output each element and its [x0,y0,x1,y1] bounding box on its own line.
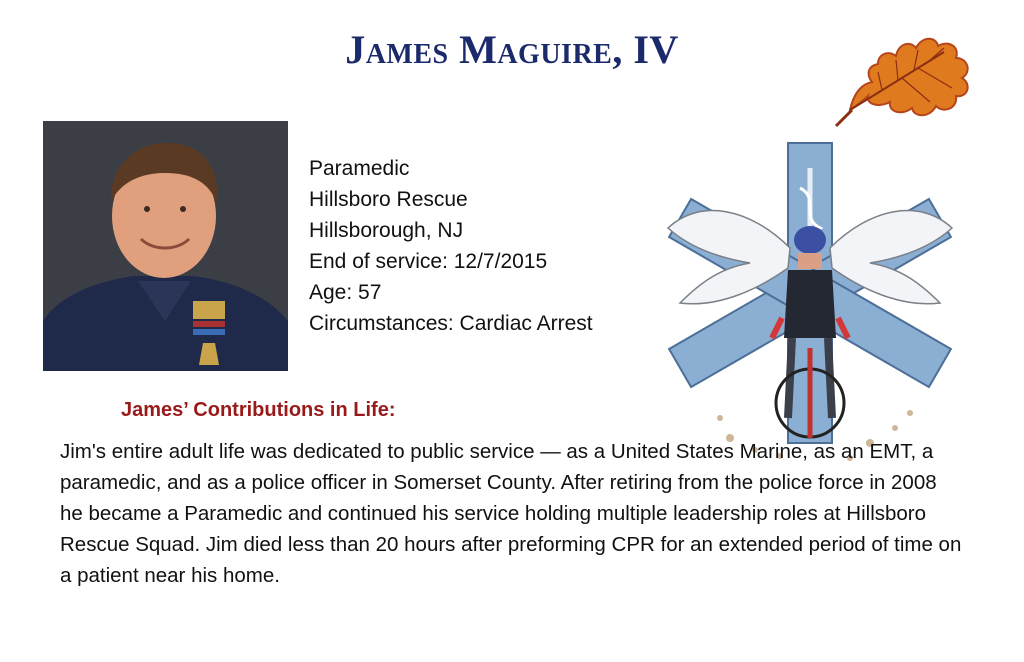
star-of-life-cyclist-angel-icon [660,138,960,468]
fact-age: Age: 57 [309,281,382,304]
facts-list [309,153,593,339]
contributions-text: Jim's entire adult life was dedicated to public service — as a United States Marine, as an EMT, a paramedic, and as a police officer in Somerset County. After retiring from the police force in 2008 he became a Paramedic and continued his service holding multiple leadership roles at Hillsboro Rescue Squad. Jim died less than 20 hours after preforming CPR for an extended period of time on a patient near his home. [60,440,962,587]
fact-end-of-service: End of service: 12/7/2015 [309,250,548,273]
fact-role: Paramedic [309,157,410,180]
fact-location: Hillsborough, NJ [309,219,464,242]
fact-agency: Hillsboro Rescue [309,188,468,211]
contributions-heading: James’ Contributions in Life: [121,399,396,421]
oak-leaf-icon [832,22,982,134]
page-title: James Maguire, IV [345,27,679,72]
fact-circumstances: Circumstances: Cardiac Arrest [309,312,593,335]
portrait-photo [43,121,288,371]
